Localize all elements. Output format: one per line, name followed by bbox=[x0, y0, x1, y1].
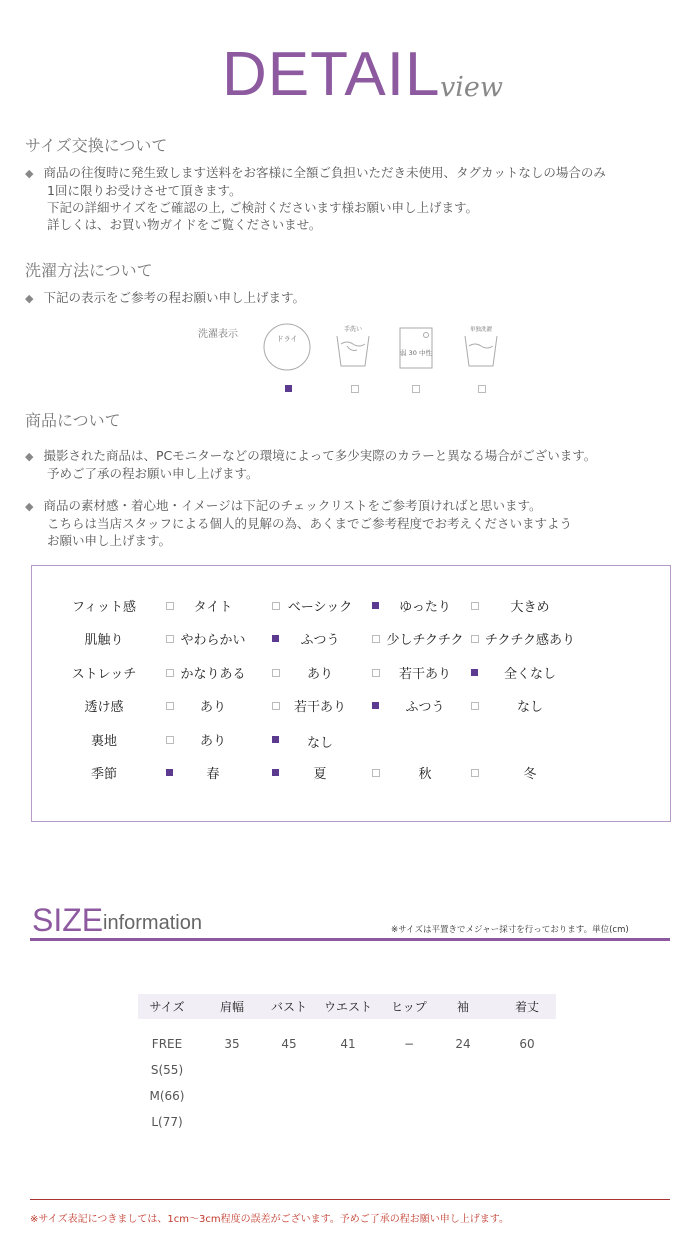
dry-clean-text: ドライ bbox=[276, 335, 298, 343]
product-note-line: こちらは当店スタッフによる個人的見解の為、あくまでご参考程度でお考えくださいますよう bbox=[47, 516, 573, 531]
footer-note: ※サイズ表記につきましては、1cm～3cm程度の誤差がございます。予めご了承の程お願い申し上げます。 bbox=[30, 1214, 509, 1225]
exchange-heading: サイズ交換について bbox=[25, 136, 168, 155]
size-table-cell: 41 bbox=[340, 1037, 356, 1051]
checklist-option: あり bbox=[306, 667, 333, 682]
checklist-option: なし bbox=[516, 700, 543, 715]
size-table-cell: M(66) bbox=[149, 1089, 185, 1103]
size-table-cell: L(77) bbox=[151, 1115, 183, 1129]
footer-divider bbox=[30, 1199, 670, 1200]
checklist-option: なし bbox=[306, 736, 333, 751]
checklist-option: 若干あり bbox=[293, 700, 346, 715]
product-note-line: 撮影された商品は、PCモニターなどの環境によって多少実際のカラーと異なる場合がございます。 bbox=[43, 448, 597, 463]
size-table-header: バスト bbox=[270, 1000, 307, 1014]
size-table-header: ウエスト bbox=[323, 1000, 372, 1014]
diamond-icon: ◆ bbox=[25, 167, 34, 180]
wash-checkbox bbox=[285, 385, 292, 392]
size-note: ※サイズは平置きでメジャー採寸を行っております。単位(cm) bbox=[391, 925, 629, 935]
size-table-cell: 60 bbox=[519, 1037, 535, 1051]
size-table-cell: FREE bbox=[151, 1037, 183, 1051]
checklist-checkbox bbox=[471, 769, 479, 777]
exchange-line: 下記の詳細サイズをご確認の上, ご検討くださいます様お願い申し上げます。 bbox=[47, 200, 478, 215]
size-title: SIZE bbox=[32, 902, 104, 938]
product-note-line: 予めご了承の程お願い申し上げます。 bbox=[47, 466, 259, 481]
exchange-line: 1回に限りお受けさせて頂きます。 bbox=[47, 183, 242, 198]
washing-text bbox=[25, 289, 305, 307]
checklist-option: 若干あり bbox=[398, 667, 451, 682]
size-table-header: ヒップ bbox=[391, 1000, 427, 1014]
separate-wash-icon bbox=[461, 322, 501, 372]
checklist-option: 春 bbox=[206, 767, 220, 782]
size-table-cell: 24 bbox=[455, 1037, 471, 1051]
checklist-option: ゆったり bbox=[399, 600, 451, 615]
separate-wash-text: 単独洗濯 bbox=[469, 327, 493, 333]
checklist-option: ふつう bbox=[300, 633, 340, 648]
checklist-option: 全くなし bbox=[503, 667, 556, 682]
checklist-option: あり bbox=[199, 700, 226, 715]
size-table-header: 肩幅 bbox=[219, 1000, 244, 1014]
size-divider bbox=[30, 938, 670, 941]
dry-clean-icon bbox=[262, 322, 312, 372]
size-table-header: 袖 bbox=[456, 1000, 469, 1014]
page-title-suffix: view bbox=[440, 72, 503, 103]
checklist-checkbox bbox=[471, 669, 478, 676]
product-note-line: お願い申し上げます。 bbox=[47, 533, 172, 548]
exchange-line: 商品の往復時に発生致します送料をお客様に全額ご負担いただき未使用、タグカットなしの場合のみ bbox=[43, 165, 606, 180]
checklist-option: 大きめ bbox=[510, 600, 550, 615]
diamond-icon: ◆ bbox=[25, 292, 34, 305]
size-subtitle: information bbox=[103, 912, 202, 934]
machine-wash-text: 弱 30 中性 bbox=[400, 349, 432, 357]
checklist-row-label: ストレッチ bbox=[71, 667, 137, 682]
checklist-row-label: フィット感 bbox=[72, 600, 136, 615]
washing-heading: 洗濯方法について bbox=[25, 261, 153, 280]
diamond-icon: ◆ bbox=[25, 450, 34, 463]
exchange-line: 詳しくは、お買い物ガイドをご覧くださいませ。 bbox=[47, 217, 322, 232]
checklist-row-label: 季節 bbox=[90, 767, 117, 782]
product-note-1 bbox=[25, 447, 596, 482]
checklist-row-label: 肌触り bbox=[84, 633, 124, 648]
checklist-option: ふつう bbox=[405, 700, 445, 715]
hand-wash-icon bbox=[333, 322, 373, 372]
product-note-line: 商品の素材感・着心地・イメージは下記のチェックリストをご参考頂ければと思います。 bbox=[43, 498, 542, 513]
checklist-option: あり bbox=[199, 734, 226, 749]
hand-wash-text: 手洗い bbox=[343, 326, 363, 333]
size-table-cell: S(55) bbox=[150, 1063, 184, 1077]
size-table-cell: − bbox=[403, 1037, 415, 1051]
wash-checkbox bbox=[351, 385, 359, 393]
diamond-icon: ◆ bbox=[25, 500, 34, 513]
checklist-row-label: 裏地 bbox=[90, 734, 117, 749]
checklist-checkbox bbox=[471, 602, 479, 610]
checklist-checkbox bbox=[471, 635, 479, 643]
wash-label: 洗濯表示 bbox=[198, 329, 238, 340]
size-table-cell: 45 bbox=[281, 1037, 297, 1051]
page-title: DETAIL bbox=[222, 40, 441, 109]
wash-checkbox bbox=[412, 385, 420, 393]
size-table-header: 着丈 bbox=[514, 1000, 539, 1014]
checklist-option: かなりある bbox=[180, 667, 246, 682]
washing-line: 下記の表示をご参考の程お願い申し上げます。 bbox=[43, 290, 305, 305]
size-table-cell: 35 bbox=[224, 1037, 240, 1051]
checklist-option: 夏 bbox=[313, 767, 327, 782]
product-heading: 商品について bbox=[25, 411, 121, 430]
checklist-option: タイト bbox=[193, 600, 233, 615]
checklist-row-label: 透け感 bbox=[84, 700, 124, 715]
checklist-option: 冬 bbox=[523, 767, 537, 782]
checklist-option: やわらかい bbox=[180, 633, 246, 648]
wash-checkbox bbox=[478, 385, 486, 393]
exchange-text bbox=[25, 164, 606, 233]
checklist-option: 少しチクチク bbox=[386, 633, 464, 648]
checklist-checkbox bbox=[471, 702, 479, 710]
checklist-option: 秋 bbox=[418, 767, 432, 782]
machine-wash-icon bbox=[398, 325, 434, 371]
checklist-option: ベーシック bbox=[287, 600, 353, 615]
size-table-header: サイズ bbox=[149, 1000, 185, 1014]
product-note-2 bbox=[25, 497, 572, 549]
checklist-option: チクチク感あり bbox=[485, 633, 575, 648]
